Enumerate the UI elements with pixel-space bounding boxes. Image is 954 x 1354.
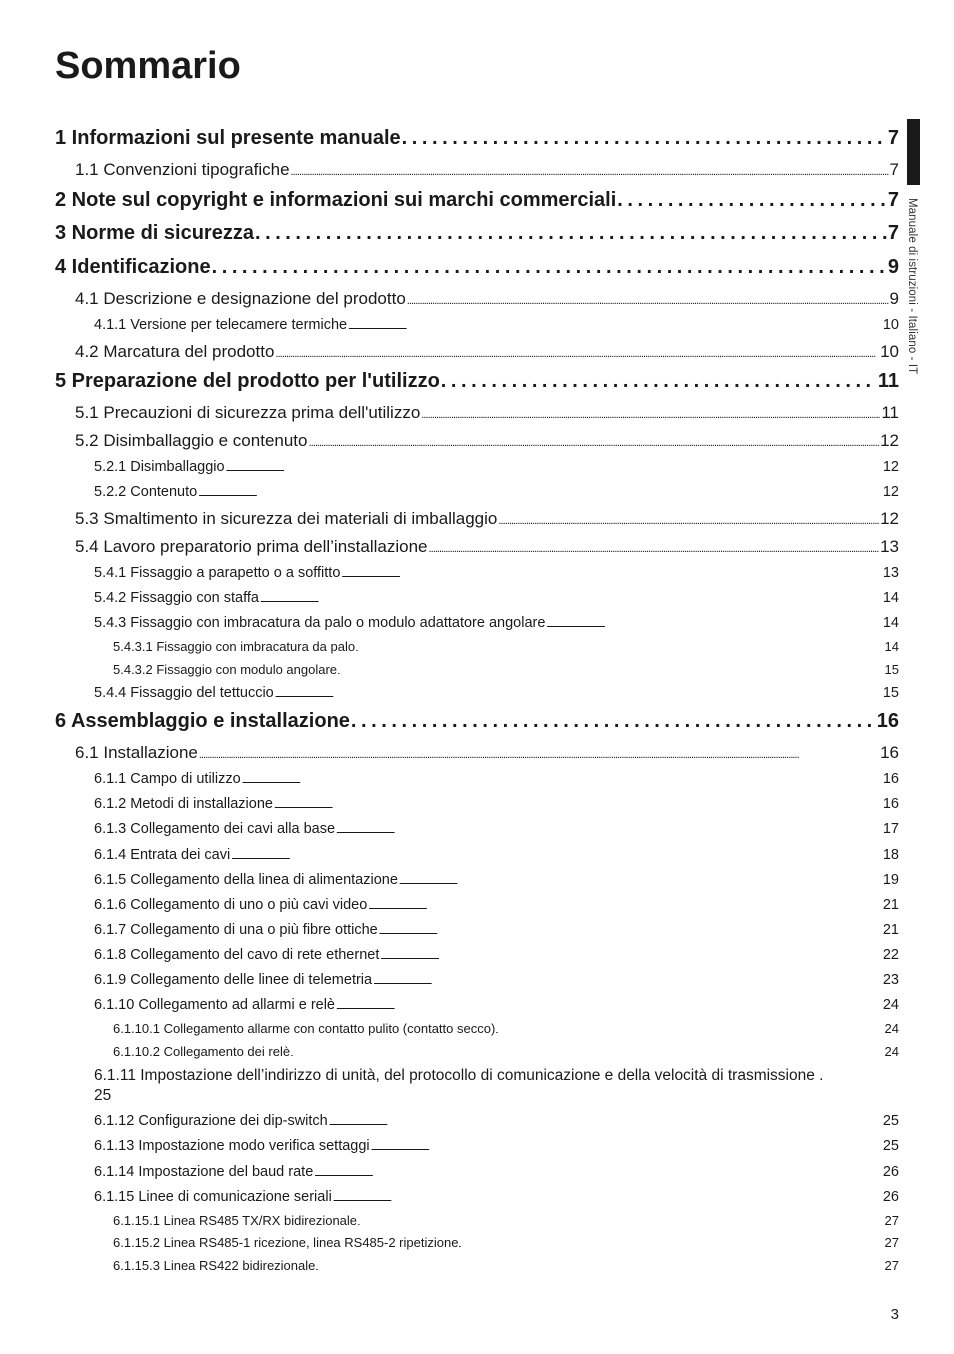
toc-entry-page: 12 <box>882 459 899 475</box>
toc-entry-4[interactable] <box>55 256 899 279</box>
toc-entry-page: 19 <box>882 872 899 888</box>
toc-entry-6-1-15-2[interactable] <box>113 1235 899 1250</box>
toc-entry-title: 5.2 Disimballaggio e contenuto <box>75 431 308 450</box>
toc-leader <box>371 1138 882 1154</box>
toc-entry-title: 6.1.11 Impostazione dell’indirizzo di unità, del protocollo di comunicazione e della velocità di trasmissione . <box>94 1067 824 1084</box>
toc-entry-title: 4.1 Descrizione e designazione del prodotto <box>75 289 406 308</box>
toc-entry-5-4-3[interactable] <box>94 615 899 631</box>
toc-leader <box>379 922 882 938</box>
toc-entry-title: 6.1.12 Configurazione dei dip-switch <box>94 1113 328 1129</box>
toc-leader <box>356 639 883 654</box>
toc-entry-page: 21 <box>882 897 899 913</box>
toc-entry-title: 5.1 Precauzioni di sicurezza prima dell'utilizzo <box>75 403 421 422</box>
toc-leader <box>496 1021 883 1036</box>
toc-leader <box>333 1189 882 1205</box>
toc-entry-title: 4.1.1 Versione per telecamere termiche <box>94 317 348 333</box>
toc-entry-title: 6.1.7 Collegamento di una o più fibre ottiche <box>94 922 378 938</box>
toc-entry-page: 14 <box>884 639 899 654</box>
toc-entry-title: 6.1.4 Entrata dei cavi <box>94 847 231 863</box>
toc-entry-title: 6.1.5 Collegamento della linea di alimentazione <box>94 872 398 888</box>
toc-entry-title: 5.4.4 Fissaggio del tettuccio <box>94 685 274 701</box>
toc-entry-title: 6.1.3 Collegamento dei cavi alla base <box>94 821 336 837</box>
toc-entry-5-2-2[interactable] <box>94 484 899 500</box>
toc-entry-page: 12 <box>880 509 899 528</box>
toc-entry-5-2-1[interactable] <box>94 459 899 475</box>
toc-entry-page: 10 <box>880 342 899 361</box>
toc-entry-page: 16 <box>880 743 899 762</box>
toc-entry-title: 6.1.6 Collegamento di uno o più cavi video <box>94 897 368 913</box>
toc-entry-5-2[interactable] <box>75 431 899 451</box>
toc-entry-page: 12 <box>880 431 899 450</box>
toc-leader <box>274 796 882 812</box>
toc-leader <box>368 897 882 913</box>
toc-entry-title: 2 Note sul copyright e informazioni sui marchi commerciali <box>55 189 617 211</box>
toc-entry-page: 18 <box>882 847 899 863</box>
toc-entry-title: 5.2.1 Disimballaggio <box>94 459 225 475</box>
toc-leader <box>226 459 882 475</box>
toc-entry-page: 26 <box>882 1164 899 1180</box>
toc-entry-page: 11 <box>877 370 899 392</box>
toc-entry-page: 25 <box>882 1138 899 1154</box>
toc-entry-6-1-15-3[interactable] <box>113 1258 899 1273</box>
toc-entry-page: 11 <box>881 403 899 422</box>
toc-entry-6-1-10[interactable] <box>94 997 899 1013</box>
toc-entry-page: 7 <box>887 189 899 211</box>
toc-leader <box>441 370 877 393</box>
toc-entry-1[interactable] <box>55 127 899 150</box>
toc-leader <box>255 222 887 245</box>
toc-entry-title: 6.1.1 Campo di utilizzo <box>94 771 241 787</box>
toc-entry-2[interactable] <box>55 189 899 212</box>
toc-entry-6-1-7[interactable] <box>94 922 899 938</box>
toc-entry-6-1-15-1[interactable] <box>113 1213 899 1228</box>
toc-entry-title: 4 Identificazione <box>55 256 211 278</box>
toc-entry-6-1-1[interactable] <box>94 771 899 787</box>
toc-leader <box>314 1164 882 1180</box>
toc-entry-title: 6.1.2 Metodi di installazione <box>94 796 273 812</box>
toc-entry-5-4-2[interactable] <box>94 590 899 606</box>
toc-leader <box>242 771 882 787</box>
toc-entry-page: 13 <box>880 537 899 556</box>
toc-entry-page: 16 <box>882 771 899 787</box>
toc-leader <box>617 189 887 212</box>
toc-leader <box>498 509 879 529</box>
toc-entry-6-1-6[interactable] <box>94 897 899 913</box>
toc-entry-5-4[interactable] <box>75 537 899 557</box>
toc-entry-6-1-2[interactable] <box>94 796 899 812</box>
toc-entry-5-4-1[interactable] <box>94 565 899 581</box>
toc-entry-title: 6.1.10.2 Collegamento dei relè <box>113 1044 291 1059</box>
toc-entry-title: 5.4.2 Fissaggio con staffa <box>94 590 259 606</box>
toc-entry-title: 6.1.8 Collegamento del cavo di rete ethernet <box>94 947 380 963</box>
toc-entry-title: 5.3 Smaltimento in sicurezza dei materiali di imballaggio <box>75 509 498 528</box>
toc-entry-6-1-12[interactable] <box>94 1113 899 1129</box>
toc-leader <box>291 160 889 180</box>
toc-entry-page: 17 <box>882 821 899 837</box>
toc-leader <box>407 289 889 309</box>
toc-entry-title: 6.1.13 Impostazione modo verifica settaggi <box>94 1138 370 1154</box>
toc-entry-6-1-9[interactable] <box>94 972 899 988</box>
toc-entry-title: 6.1 Installazione <box>75 743 198 762</box>
toc-entry-page: 16 <box>876 710 899 732</box>
toc-entry-title: 6.1.10.1 Collegamento allarme con contatto pulito (contatto secco) <box>113 1021 496 1036</box>
toc-entry-6-1-8[interactable] <box>94 947 899 963</box>
toc-entry-title: 5.4.3.2 Fissaggio con modulo angolare <box>113 662 338 677</box>
toc-leader <box>212 256 887 279</box>
toc-entry-title: 4.2 Marcatura del prodotto <box>75 342 275 361</box>
toc-entry-3[interactable] <box>55 222 899 245</box>
toc-entry-page: 12 <box>882 484 899 500</box>
toc-entry-title: 1.1 Convenzioni tipografiche <box>75 160 290 179</box>
toc-entry-title: 1 Informazioni sul presente manuale <box>55 127 401 149</box>
toc-entry-page: 24 <box>884 1044 899 1059</box>
toc-leader <box>308 431 879 451</box>
toc-entry-page: 7 <box>887 222 899 244</box>
toc-entry-page: 7 <box>889 160 899 179</box>
toc-leader <box>291 1044 883 1059</box>
toc-entry-6-1-10-1[interactable] <box>113 1021 899 1036</box>
toc-entry-page: 23 <box>882 972 899 988</box>
toc-leader <box>316 1258 883 1273</box>
toc-entry-5-3[interactable] <box>75 509 899 529</box>
toc-entry-title: 5.4.3 Fissaggio con imbracatura da palo o modulo adattatore angolare <box>94 615 546 631</box>
toc-leader <box>329 1113 882 1129</box>
toc-entry-page: 16 <box>882 796 899 812</box>
toc-entry-title: 5.2.2 Contenuto <box>94 484 198 500</box>
toc-entry-page: 15 <box>884 662 899 677</box>
toc-entry-1-1[interactable] <box>75 160 899 180</box>
toc-entry-page: 25 <box>882 1113 899 1129</box>
toc-entry-6-1-14[interactable] <box>94 1164 899 1180</box>
toc-entry-page: 14 <box>882 615 899 631</box>
toc-leader <box>402 127 887 150</box>
toc-entry-6-1-10-2[interactable] <box>113 1044 899 1059</box>
toc-leader <box>231 847 882 863</box>
toc-entry-5-4-3-1[interactable] <box>113 639 899 654</box>
toc-entry-6-1-3[interactable] <box>94 821 899 837</box>
page-number: 3 <box>890 1306 899 1323</box>
toc-entry-6-1-4[interactable] <box>94 847 899 863</box>
toc-entry-6-1-11[interactable] <box>94 1066 899 1106</box>
toc-leader <box>399 872 882 888</box>
toc-leader <box>373 972 882 988</box>
toc-entry-page: 13 <box>882 565 899 581</box>
toc-entry-title: 6.1.10 Collegamento ad allarmi e relè <box>94 997 335 1013</box>
toc-entry-6-1-13[interactable] <box>94 1138 899 1154</box>
toc-entry-title: 5.4.3.1 Fissaggio con imbracatura da palo <box>113 639 356 654</box>
toc-entry-6[interactable] <box>55 710 899 733</box>
toc-entry-page: 9 <box>889 289 899 308</box>
toc-leader <box>198 484 882 500</box>
toc-entry-page: 25 <box>94 1087 112 1104</box>
toc-entry-page: 27 <box>884 1213 899 1228</box>
toc-entry-title: 5 Preparazione del prodotto per l'utilizzo <box>55 370 440 392</box>
toc-entry-page: 27 <box>884 1258 899 1273</box>
toc-entry-title: 6.1.15.1 Linea RS485 TX/RX bidirezionale <box>113 1213 358 1228</box>
toc-entry-5[interactable] <box>55 370 899 393</box>
toc-entry-page: 7 <box>887 127 899 149</box>
toc-entry-page: 9 <box>887 256 899 278</box>
side-label: Manuale di istruzioni - Italiano - IT <box>906 198 918 375</box>
toc-leader <box>275 342 879 362</box>
toc-entry-page: 21 <box>882 922 899 938</box>
toc-leader <box>428 537 879 557</box>
toc-leader <box>421 403 880 423</box>
toc-leader <box>260 590 882 606</box>
toc-entry-title: 5.4.1 Fissaggio a parapetto o a soffitto <box>94 565 341 581</box>
toc-entry-title: 6.1.9 Collegamento delle linee di telemetria <box>94 972 373 988</box>
toc-entry-title: 6.1.15.2 Linea RS485-1 ricezione, linea RS485-2 ripetizione <box>113 1235 459 1250</box>
toc-entry-title: 6.1.15 Linee di comunicazione seriali <box>94 1189 332 1205</box>
toc-entry-6-1-15[interactable] <box>94 1189 899 1205</box>
toc-leader <box>275 685 882 701</box>
toc-leader <box>336 997 882 1013</box>
toc-entry-page: 14 <box>882 590 899 606</box>
toc-entry-page: 27 <box>884 1235 899 1250</box>
page-title: Sommario <box>55 45 241 87</box>
toc-leader <box>380 947 882 963</box>
toc-leader <box>341 565 881 581</box>
toc-entry-6-1[interactable] <box>75 743 899 763</box>
toc-leader <box>338 662 883 677</box>
toc-entry-title: 6 Assemblaggio e installazione <box>55 710 350 732</box>
toc-entry-5-4-4[interactable] <box>94 685 899 701</box>
toc-leader <box>358 1213 884 1228</box>
toc-entry-6-1-5[interactable] <box>94 872 899 888</box>
toc-entry-5-1[interactable] <box>75 403 899 423</box>
toc-leader <box>351 710 876 733</box>
toc-entry-title: 6.1.14 Impostazione del baud rate <box>94 1164 314 1180</box>
toc-leader <box>459 1235 883 1250</box>
toc-entry-page: 15 <box>882 685 899 701</box>
toc-leader <box>336 821 882 837</box>
toc-entry-page: 24 <box>884 1021 899 1036</box>
toc-entry-4-1[interactable] <box>75 289 899 309</box>
toc-entry-page: 22 <box>882 947 899 963</box>
toc-entry-page: 10 <box>882 317 899 333</box>
toc-entry-page: 26 <box>882 1189 899 1205</box>
toc-leader <box>546 615 881 631</box>
toc-entry-title: 5.4 Lavoro preparatorio prima dell’installazione <box>75 537 428 556</box>
toc-entry-5-4-3-2[interactable] <box>113 662 899 677</box>
toc-leader <box>199 743 879 763</box>
toc-entry-page: 24 <box>882 997 899 1013</box>
toc-entry-4-1-1[interactable] <box>94 317 899 333</box>
toc-entry-4-2[interactable] <box>75 342 899 362</box>
toc-entry-title: 3 Norme di sicurezza <box>55 222 254 244</box>
toc-entry-title: 6.1.15.3 Linea RS422 bidirezionale <box>113 1258 316 1273</box>
toc-leader <box>348 317 882 333</box>
